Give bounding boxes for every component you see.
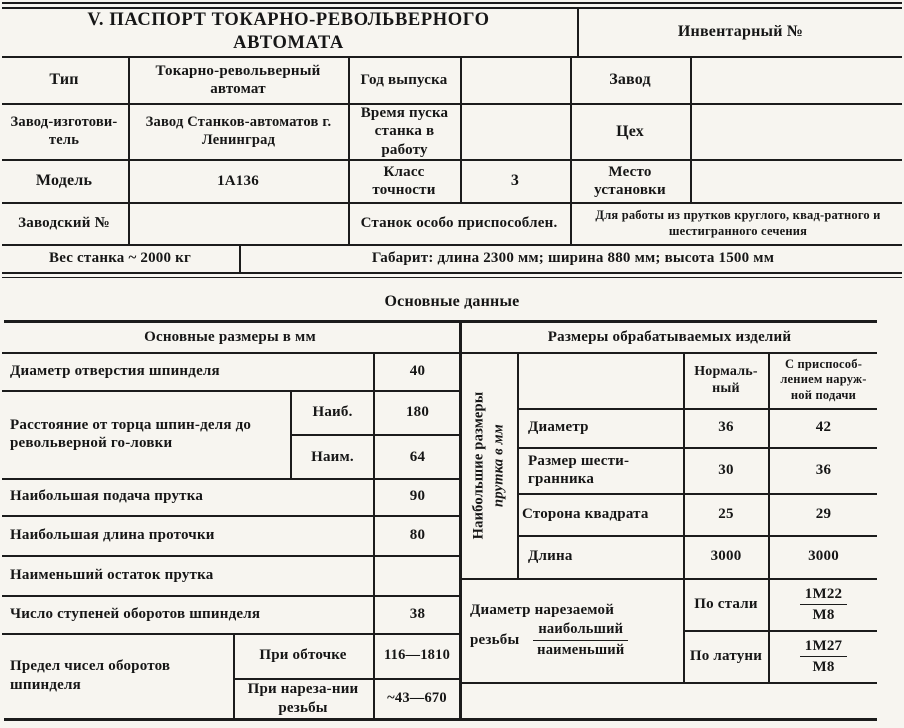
right-col-normal: Нормаль-ный <box>694 363 758 396</box>
right-row1-label: Размер шести-гранника <box>528 452 630 487</box>
right-row0-label: Диаметр <box>528 419 589 436</box>
left-row3-label: Наибольшая подача прутка <box>10 488 204 505</box>
maker-value: Завод Станков-автоматов г. Ленинград <box>145 113 332 148</box>
right-row2-fixture: 29 <box>815 505 832 522</box>
model-value: 1А136 <box>217 172 259 189</box>
thread-frac-top: наибольший <box>533 621 628 640</box>
section-title: Основные данные <box>384 293 520 311</box>
usage-note: Для работы из прутков круглого, квад-ратного и шестигранного сечения <box>595 207 881 238</box>
left-row3-value: 90 <box>409 488 426 505</box>
shop-label: Цех <box>616 122 644 140</box>
year-label: Год выпуска <box>360 71 448 88</box>
left-row6-label: Число ступеней оборотов шпинделя <box>10 605 261 622</box>
thread-brass-frac <box>800 637 847 676</box>
thread-steel-num: 1М22 <box>800 585 847 605</box>
thread-label <box>462 578 682 682</box>
left-row1-value: 40 <box>409 362 426 379</box>
vrule-weight <box>239 244 241 272</box>
type-value: Токарно-револьверный автомат <box>155 62 321 97</box>
left-table-header: Основные размеры в мм <box>144 329 316 346</box>
launch-label: Время пуска станка в работу <box>360 105 449 158</box>
serial-label: Заводский № <box>18 214 110 231</box>
thread-brass-num: 1М27 <box>800 637 847 657</box>
rule-bottom-outer <box>2 272 902 274</box>
thread-label-line2-wrap <box>470 621 628 659</box>
thread-steel-label: По стали <box>694 595 758 612</box>
dimensions-value: Габарит: длина 2300 мм; ширина 880 мм; высота 1500 мм <box>371 249 775 266</box>
thread-frac-bottom: наименьший <box>537 641 625 658</box>
thread-steel-value <box>770 578 877 630</box>
rrule-7 <box>461 682 877 684</box>
maker-label: Завод-изготови-тель <box>10 113 118 148</box>
left-row7-turning-label: При обточке <box>259 647 347 664</box>
thread-frac <box>533 621 628 659</box>
page-title-line1: V. ПАСПОРТ ТОКАРНО-РЕВОЛЬВЕРНОГО <box>87 10 490 31</box>
thread-steel-den: М8 <box>812 606 835 623</box>
rule-bottom-inner <box>2 277 902 278</box>
left-row2-min-value: 64 <box>409 448 426 465</box>
accuracy-value: 3 <box>510 172 520 190</box>
left-row7-turning-value: 116—1810 <box>383 646 451 663</box>
page-title <box>0 8 577 56</box>
left-row7-threading-value: ~43—670 <box>387 689 447 706</box>
location-label: Место установки <box>594 163 666 198</box>
rvrule-labels <box>683 352 685 682</box>
left-row5-value <box>375 555 460 595</box>
right-row3-label: Длина <box>528 548 573 565</box>
right-row2-label: Сторона квадрата <box>522 505 649 522</box>
left-row4-label: Наибольшая длина проточки <box>10 526 215 543</box>
right-row0-fixture: 42 <box>815 419 832 436</box>
right-row3-normal: 3000 <box>710 548 742 565</box>
thread-label-line1: Диаметр нарезаемой <box>470 601 615 618</box>
right-row0-normal: 36 <box>718 419 734 436</box>
left-row5-label: Наименьший остаток прутка <box>10 566 214 583</box>
left-row2-min-label: Наим. <box>311 448 354 465</box>
left-row1-label: Диаметр отверстия шпинделя <box>10 362 220 379</box>
right-row2-normal: 25 <box>718 505 734 522</box>
thread-label-line2: резьбы <box>470 631 520 648</box>
right-table-header: Размеры обрабатываемых изделий <box>547 329 792 346</box>
main-rule-bottom <box>4 718 877 721</box>
right-side-label <box>461 353 518 579</box>
right-row1-fixture: 36 <box>815 461 832 478</box>
special-note: Станок особо приспособлен. <box>360 214 558 231</box>
right-col-fixture: С приспособ-лением наруж-ной подачи <box>780 356 867 402</box>
plant-label: Завод <box>609 71 651 89</box>
thread-brass-den: М8 <box>812 659 835 675</box>
left-row2-label: Расстояние от торца шпин-деля до револьверной го-ловки <box>10 416 252 451</box>
weight-value: Вес станка ~ 2000 кг <box>48 249 192 266</box>
left-row2-max-value: 180 <box>405 403 430 420</box>
left-row4-value: 80 <box>409 526 426 543</box>
left-row6-value: 38 <box>409 605 426 622</box>
left-row7-label: Предел чисел оборотов шпинделя <box>10 658 171 693</box>
left-row7-threading-label: При нареза-нии резьбы <box>247 681 359 716</box>
vrule-col5 <box>690 57 692 202</box>
accuracy-label: Класс точности <box>372 163 436 198</box>
thread-steel-frac <box>800 585 847 624</box>
inventory-label: Инвентарный № <box>677 23 804 41</box>
thread-brass-value <box>770 631 877 682</box>
type-label: Тип <box>49 71 79 89</box>
model-label: Модель <box>35 172 93 190</box>
left-row2-max-label: Наиб. <box>312 403 353 420</box>
thread-brass-label: По латуни <box>689 648 763 665</box>
right-side-label-line2: прутка в мм <box>490 424 506 507</box>
page-title-line2: АВТОМАТА <box>233 33 344 53</box>
rule-top-outer <box>2 2 902 4</box>
right-row1-normal: 30 <box>718 461 734 478</box>
right-side-label-line1: Наибольшие размеры <box>470 391 487 540</box>
right-row3-fixture: 3000 <box>808 548 839 565</box>
